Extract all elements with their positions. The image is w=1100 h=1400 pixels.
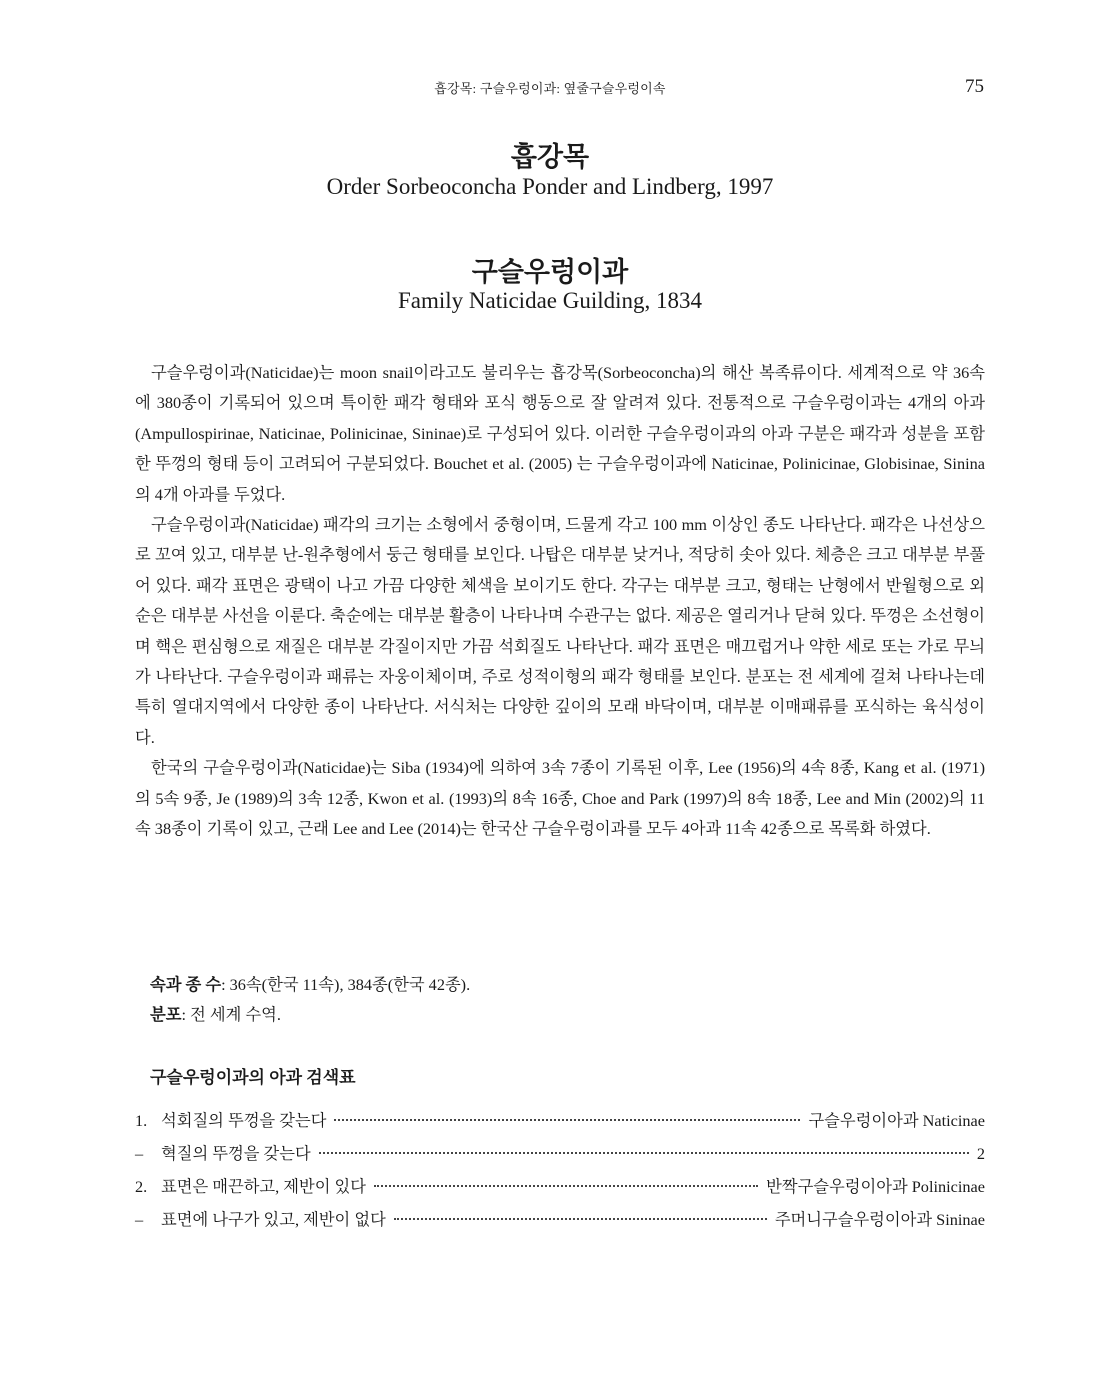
family-title-english: Family Naticidae Guilding, 1834 — [397, 288, 703, 313]
key-entry-number: 2. — [135, 1177, 148, 1196]
key-entry-result: 반짝구슬우렁이아과 Polinicinae — [766, 1177, 985, 1196]
key-entry-description: 표면은 매끈하고, 제반이 있다 — [161, 1177, 367, 1196]
key-entry-number: – — [135, 1210, 144, 1229]
genera-species-value: : 36속(한국 11속), 384종(한국 42종). — [221, 975, 471, 994]
family-description — [135, 358, 985, 845]
dot-leader — [374, 1185, 758, 1187]
order-title-korean: 흡강목 — [510, 142, 590, 172]
key-entry-result: 2 — [976, 1144, 985, 1163]
key-entry — [135, 1140, 985, 1173]
running-title: 흡강목: 구슬우렁이과: 옆줄구슬우렁이속 — [434, 81, 666, 96]
family-title-korean: 구슬우렁이과 — [471, 257, 629, 287]
key-entry-result: 구슬우렁이아과 Naticinae — [808, 1111, 985, 1130]
korea-records-paragraph: 한국의 구슬우렁이과(Naticidae)는 Siba (1934)에 의하여 3속 7종이 기록된 이후, Lee (1956)의 4속 8종, Kang et al. (1971)의 5속 9종, Je (1989)의 3속 12종, Kwon et al. (1993)의 8속 16종, Choe and Park (1997)의 8속 18종, Lee and Min (2002)의 11속 38종이 기록이 있고, 근래 Lee and Lee (2014)는 한국산 구슬우렁이과를 모두 4아과 11속 42종으로 목록화 하였다. — [135, 758, 985, 839]
morphology-paragraph: 구슬우렁이과(Naticidae) 패각의 크기는 소형에서 중형이며, 드물게 각고 100 mm 이상인 종도 나타난다. 패각은 나선상으로 꼬여 있고, 대부분 난-원추형에서 둥근 형태를 보인다. 나탑은 대부분 낮거나, 적당히 솟아 있다. 체층은 크고 대부분 부풀어 있다. 패각 표면은 광택이 나고 가끔 다양한 체색을 보이기도 한다. 각구는 대부분 크고, 형태는 난형에서 반월형으로 외순은 대부분 사선을 이룬다. 축순에는 대부분 활층이 나타나며 수관구는 없다. 제공은 열리거나 닫혀 있다. 뚜껑은 소선형이며 핵은 편심형으로 재질은 대부분 각질이지만 가끔 석회질도 나타난다. 패각 표면은 매끄럽거나 약한 세로 또는 가로 무늬가 나타난다. 구슬우렁이과 패류는 자웅이체이며, 주로 성적이형의 패각 형태를 보인다. 분포는 전 세계에 걸쳐 나타나는데 특히 열대지역에서 다양한 종이 나타난다. 서식처는 다양한 깊이의 모래 바닥이며, 대부분 이매패류를 포식하는 육식성이다. — [135, 515, 985, 747]
key-entry-description: 석회질의 뚜껑을 갖는다 — [161, 1111, 327, 1130]
family-facts — [150, 970, 470, 1031]
distribution-label: 분포 — [150, 1005, 182, 1025]
key-entry — [135, 1107, 985, 1140]
page-number: 75 — [965, 76, 984, 97]
order-title-english: Order Sorbeoconcha Ponder and Lindberg, 1997 — [326, 174, 774, 199]
genera-species-line — [150, 970, 470, 1000]
key-entry-description: 표면에 나구가 있고, 제반이 없다 — [161, 1210, 386, 1229]
dot-leader — [319, 1152, 969, 1154]
key-entry-result: 주머니구슬우렁이아과 Sininae — [774, 1210, 985, 1229]
genera-species-label: 속과 종 수 — [150, 975, 222, 994]
key-entry — [135, 1206, 985, 1239]
dot-leader — [394, 1218, 767, 1220]
distribution-line — [150, 1000, 470, 1030]
subfamily-key — [135, 1107, 985, 1239]
intro-paragraph: 구슬우렁이과(Naticidae)는 moon snail이라고도 불리우는 흡강목(Sorbeoconcha)의 해산 복족류이다. 세계적으로 약 36속에 380종이 기록되어 있으며 특이한 패각 형태와 포식 행동으로 잘 알려져 있다. 전통적으로 구슬우렁이과는 4개의 아과(Ampullospirinae, Naticinae, Polinicinae, Sininae)로 구성되어 있다. 이러한 구슬우렁이과의 아과 구분은 패각과 성분을 포함한 뚜껑의 형태 등이 고려되어 구분되었다. Bouchet et al. (2005) 는 구슬우렁이과에 Naticinae, Polinicinae, Globisinae, Sinina의 4개 아과를 두었다. — [135, 363, 985, 504]
key-entry-number: 1. — [135, 1111, 148, 1130]
key-entry-description: 혁질의 뚜껑을 갖는다 — [161, 1144, 311, 1163]
key-entry — [135, 1173, 985, 1206]
distribution-value: : 전 세계 수역. — [181, 1005, 281, 1025]
dot-leader — [334, 1119, 800, 1121]
subfamily-key-title: 구슬우렁이과의 아과 검색표 — [150, 1068, 356, 1087]
key-entry-number: – — [135, 1144, 144, 1163]
